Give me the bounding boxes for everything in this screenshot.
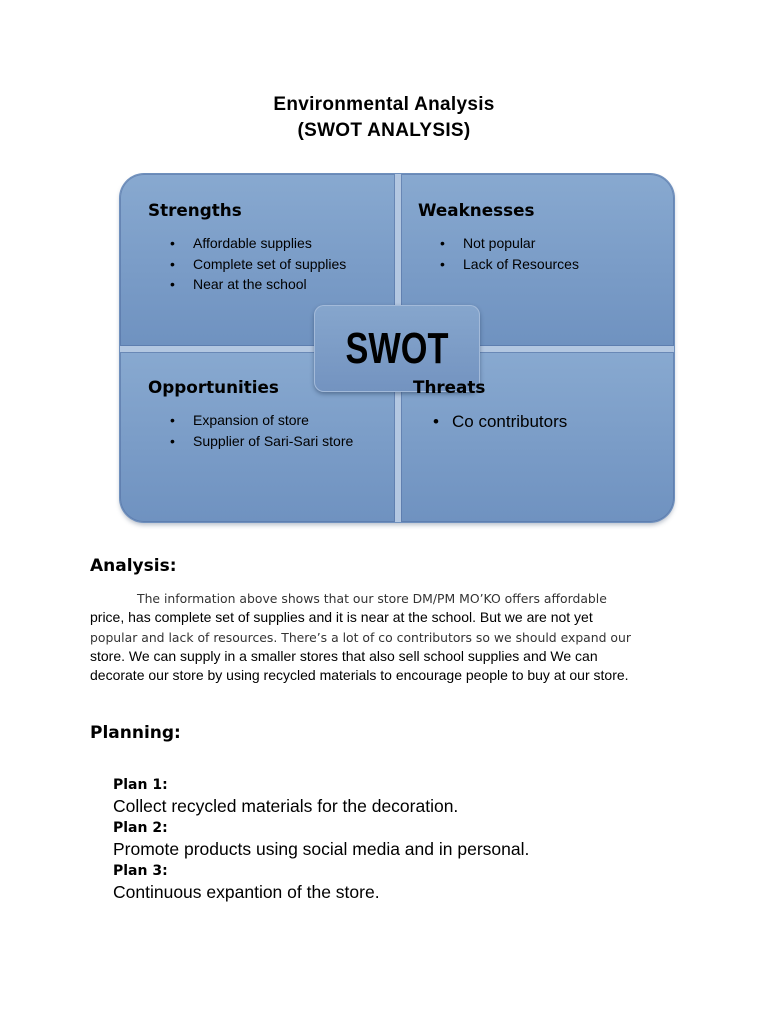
- opportunities-heading: Opportunities: [148, 377, 279, 397]
- threats-heading: Threats: [413, 377, 486, 397]
- plan-label: Plan 2:: [113, 820, 168, 836]
- document-subtitle: (SWOT ANALYSIS): [297, 120, 471, 141]
- list-item: • Affordable supplies: [170, 233, 346, 254]
- plan-label: Plan 1:: [113, 777, 168, 793]
- analysis-heading: Analysis:: [90, 556, 177, 576]
- plan-label: Plan 3:: [113, 863, 168, 879]
- plan-text: Collect recycled materials for the decoration.: [113, 796, 459, 816]
- list-item: • Not popular: [440, 233, 579, 254]
- plans-list: [113, 775, 529, 904]
- plan-text: Promote products using social media and in personal.: [113, 839, 530, 859]
- analysis-paragraph: [90, 589, 690, 685]
- swot-center-label: SWOT: [345, 323, 449, 373]
- plan-text: Continuous expantion of the store.: [113, 882, 380, 902]
- paragraph-line: decorate our store by using recycled materials to encourage people to buy at our store.: [90, 667, 629, 683]
- list-item: • Near at the school: [170, 274, 346, 295]
- document-title: Environmental Analysis: [273, 94, 495, 115]
- list-item: • Complete set of supplies: [170, 254, 346, 275]
- weaknesses-heading: Weaknesses: [418, 200, 535, 220]
- threats-list: [433, 410, 567, 434]
- swot-diagram: [120, 174, 674, 522]
- document-title-block: [0, 92, 768, 144]
- paragraph-line: popular and lack of resources. There’s a lot of co contributors so we should expand our: [90, 629, 631, 645]
- weaknesses-list: [440, 233, 579, 274]
- paragraph-line: price, has complete set of supplies and it is near at the school. But we are not yet: [90, 609, 593, 626]
- strengths-heading: Strengths: [148, 200, 242, 220]
- opportunities-list: [170, 410, 353, 451]
- list-item: • Lack of Resources: [440, 254, 579, 275]
- list-item: • Expansion of store: [170, 410, 353, 431]
- strengths-list: [170, 233, 346, 295]
- paragraph-line: The information above shows that our store DM/PM MO’KO offers affordable: [137, 591, 607, 606]
- list-item: • Supplier of Sari-Sari store: [170, 431, 353, 452]
- paragraph-line: store. We can supply in a smaller stores that also sell school supplies and We can: [90, 647, 598, 664]
- threats-quadrant: [401, 352, 674, 522]
- planning-heading: Planning:: [90, 723, 181, 743]
- list-item: • Co contributors: [433, 410, 567, 434]
